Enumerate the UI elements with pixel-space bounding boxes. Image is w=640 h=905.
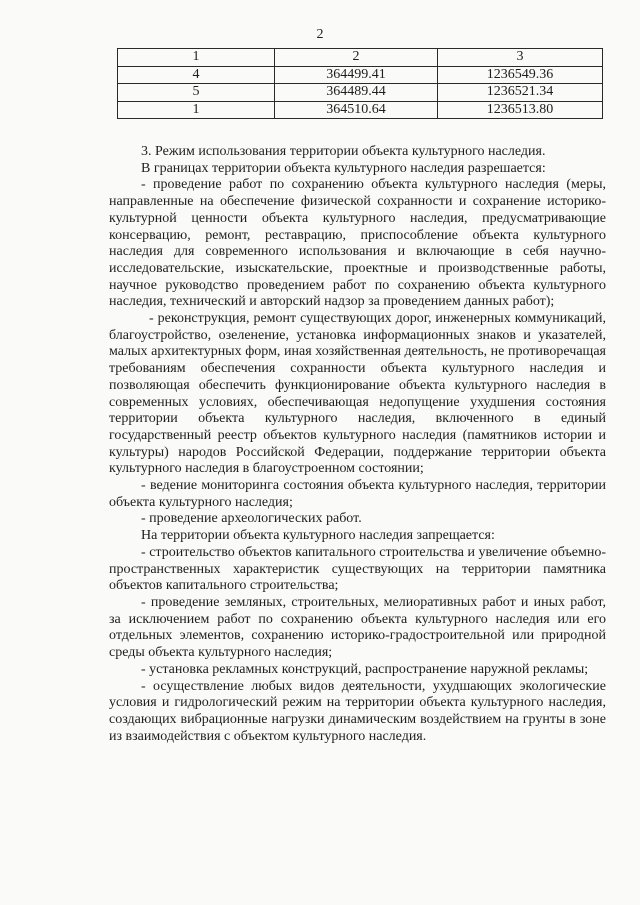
paragraph: - строительство объектов капитального строительства и увеличение объемно-пространственных характеристик существующих на территории памятника объектов капитального строительства; <box>109 544 606 594</box>
paragraph: - проведение земляных, строительных, мелиоративных работ и иных работ, за исключением работ по сохранению объекта культурного наследия или его отдельных элементов, сохранению историко-градостроительной или природной среды объекта культурного наследия; <box>109 594 606 661</box>
table-cell: 1236513.80 <box>438 101 603 119</box>
table-cell: 1 <box>118 101 275 119</box>
coordinates-table <box>117 48 603 119</box>
paragraph: - реконструкция, ремонт существующих дорог, инженерных коммуникаций, благоустройство, озеленение, установка информационных знаков и указателей, малых архитектурных форм, иная хозяйственная деятельность, не противоречащая требованиям обеспечения сохранности объекта культурного наследия и позволяющая обеспечить функционирование объекта культурного наследия в современных условиях, обеспечивающая недопущение ухудшения состояния территории объекта культурного наследия, включенного в единый государственный реестр объектов культурного наследия (памятников истории и культуры) народов Российской Федерации, поддержание территории объекта культурного наследия в благоустроенном состоянии; <box>109 311 606 477</box>
section-heading: 3. Режим использования территории объекта культурного наследия. <box>141 144 546 159</box>
table-cell: 3 <box>438 49 603 67</box>
table-header-row <box>118 49 603 67</box>
table-cell: 1 <box>118 49 275 67</box>
document-body <box>109 144 606 745</box>
paragraph: - осуществление любых видов деятельности, ухудшающих экологические условия и гидрологический режим на территории объекта культурного наследия, создающих вибрационные нагрузки динамическим воздействием на грунты в зоне из взаимодействия с объектом культурного наследия. <box>109 678 606 744</box>
table-cell: 364489.44 <box>275 84 438 102</box>
paragraph: - ведение мониторинга состояния объекта культурного наследия, территории объекта культурного наследия; <box>109 478 606 510</box>
table-row <box>118 101 603 119</box>
table-row <box>118 84 603 102</box>
page-number: 2 <box>316 27 324 42</box>
paragraph: На территории объекта культурного наследия запрещается: <box>141 528 495 544</box>
table-cell: 1236549.36 <box>438 66 603 84</box>
table-cell: 364499.41 <box>275 66 438 84</box>
table-cell: 4 <box>118 66 275 84</box>
table-cell: 5 <box>118 84 275 102</box>
paragraph: - установка рекламных конструкций, распространение наружной рекламы; <box>141 661 589 677</box>
table-row <box>118 66 603 84</box>
table-cell: 1236521.34 <box>438 84 603 102</box>
table-cell: 364510.64 <box>275 101 438 119</box>
paragraph: - проведение работ по сохранению объекта культурного наследия (меры, направленные на обеспечение физической сохранности и сохранение историко-культурной ценности объекта культурного наследия, предусматривающие консервацию, ремонт, реставрацию, приспособление объекта культурного наследия для современного использования и включающие в себя научно-исследовательские, изыскательские, проектные и производственные работы, научное руководство проведением работ по сохранению объекта культурного наследия, технический и авторский надзор за проведением данных работ); <box>109 177 606 310</box>
paragraph: В границах территории объекта культурного наследия разрешается: <box>141 160 546 176</box>
paragraph: - проведение археологических работ. <box>141 511 362 527</box>
table-cell: 2 <box>275 49 438 67</box>
